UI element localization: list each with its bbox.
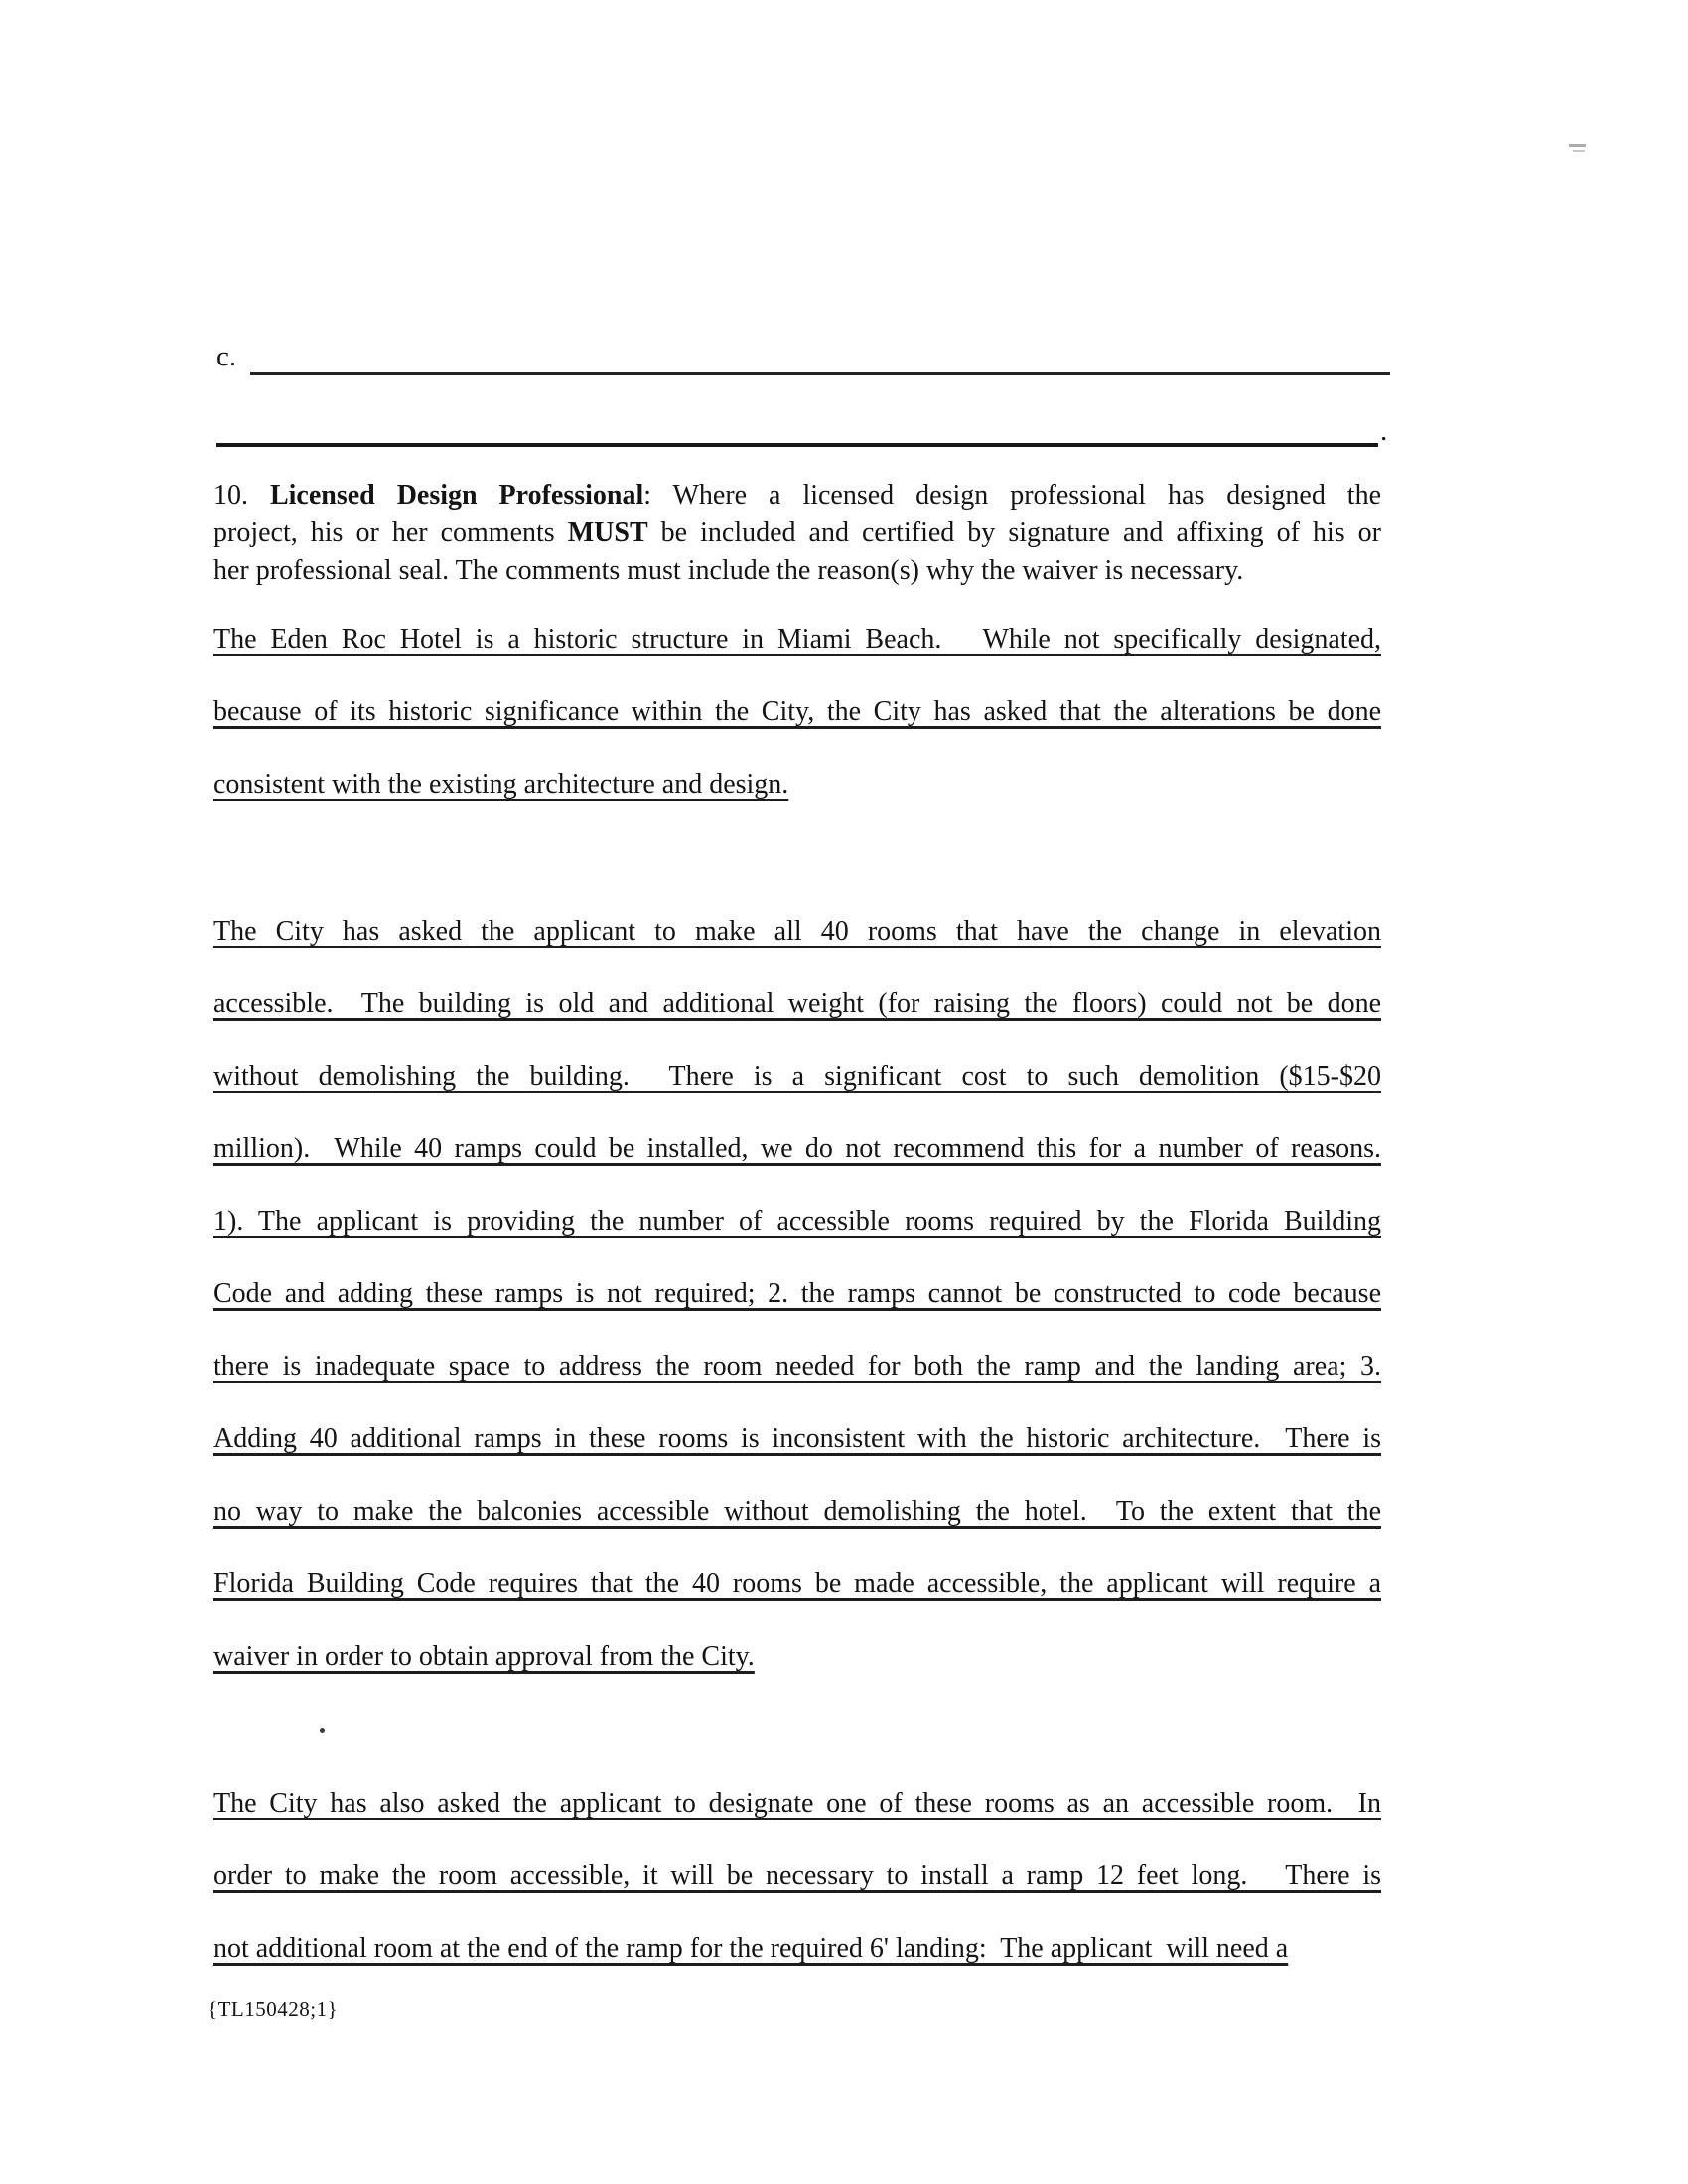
text-segment: project, his or her comments [213, 517, 568, 548]
document-stamp: {TL150428;1} [208, 1997, 339, 2021]
blank-fill-in-line [216, 443, 1378, 447]
section-10-licensed-design-professional [213, 477, 1381, 590]
bold-text-segment: Licensed Design Professional [269, 480, 644, 510]
underlined-text-line: not additional room at the end of the ramp for the required 6' landing: The applicant will need a [213, 1933, 1289, 1964]
underlined-text-line: The Eden Roc Hotel is a historic structure in Miami Beach. While not specifically designated, [213, 624, 1381, 655]
scan-artifact-mark [1569, 144, 1586, 147]
item-c-label: c. [216, 341, 237, 372]
underlined-text-line: consistent with the existing architecture and design. [213, 769, 789, 800]
text-segment: her professional seal. The comments must include the reason(s) why the waiver is necessary. [213, 555, 1244, 586]
underlined-text-line: waiver in order to obtain approval from the City. [213, 1641, 755, 1672]
underlined-text-line: Florida Building Code requires that the 40 rooms be made accessible, the applicant will require a [213, 1568, 1381, 1599]
underlined-text-line: accessible. The building is old and additional weight (for raising the floors) could not be done [213, 988, 1381, 1019]
underlined-text-line: without demolishing the building. There is a significant cost to such demolition ($15-$20 [213, 1061, 1381, 1092]
scan-artifact-mark [1573, 150, 1585, 152]
bold-text-segment: MUST [567, 517, 648, 548]
underlined-text-line: The City has asked the applicant to make all 40 rooms that have the change in elevation [213, 916, 1381, 946]
text-line [213, 552, 1381, 590]
underlined-text-line: because of its historic significance within the City, the City has asked that the alterations be done [213, 696, 1381, 727]
text-segment: 10. [213, 480, 270, 510]
answer-paragraph-eden-roc [213, 603, 1381, 820]
answer-paragraph-accessible-room [213, 1767, 1381, 1984]
underlined-text-line: there is inadequate space to address the room needed for both the ramp and the landing area; 3. [213, 1351, 1381, 1382]
underlined-text-line: Adding 40 additional ramps in these rooms is inconsistent with the historic architecture. There is [213, 1423, 1381, 1454]
list-item-c [216, 332, 1390, 375]
answer-paragraph-forty-rooms [213, 895, 1381, 1692]
underlined-text-line: 1). The applicant is providing the number of accessible rooms required by the Florida Building [213, 1206, 1381, 1237]
underlined-text-line: million). While 40 ramps could be installed, we do not recommend this for a number of reasons. [213, 1133, 1381, 1164]
trailing-period: . [1380, 415, 1388, 447]
underlined-text-line: The City has also asked the applicant to designate one of these rooms as an accessible room. In [213, 1788, 1381, 1819]
blank-fill-in-line [250, 372, 1390, 375]
underlined-text-line: Code and adding these ramps is not required; 2. the ramps cannot be constructed to code because [213, 1278, 1381, 1309]
text-segment: be included and certified by signature and affixing of his or [647, 517, 1381, 548]
text-segment: : Where a licensed design professional has designed the [643, 480, 1381, 510]
text-line [213, 514, 1381, 552]
text-line [213, 477, 1381, 514]
underlined-text-line: order to make the room accessible, it will be necessary to install a ramp 12 feet long. There is [213, 1860, 1381, 1891]
scan-artifact-dot [320, 1728, 325, 1733]
underlined-text-line: no way to make the balconies accessible without demolishing the hotel. To the extent that the [213, 1496, 1381, 1527]
